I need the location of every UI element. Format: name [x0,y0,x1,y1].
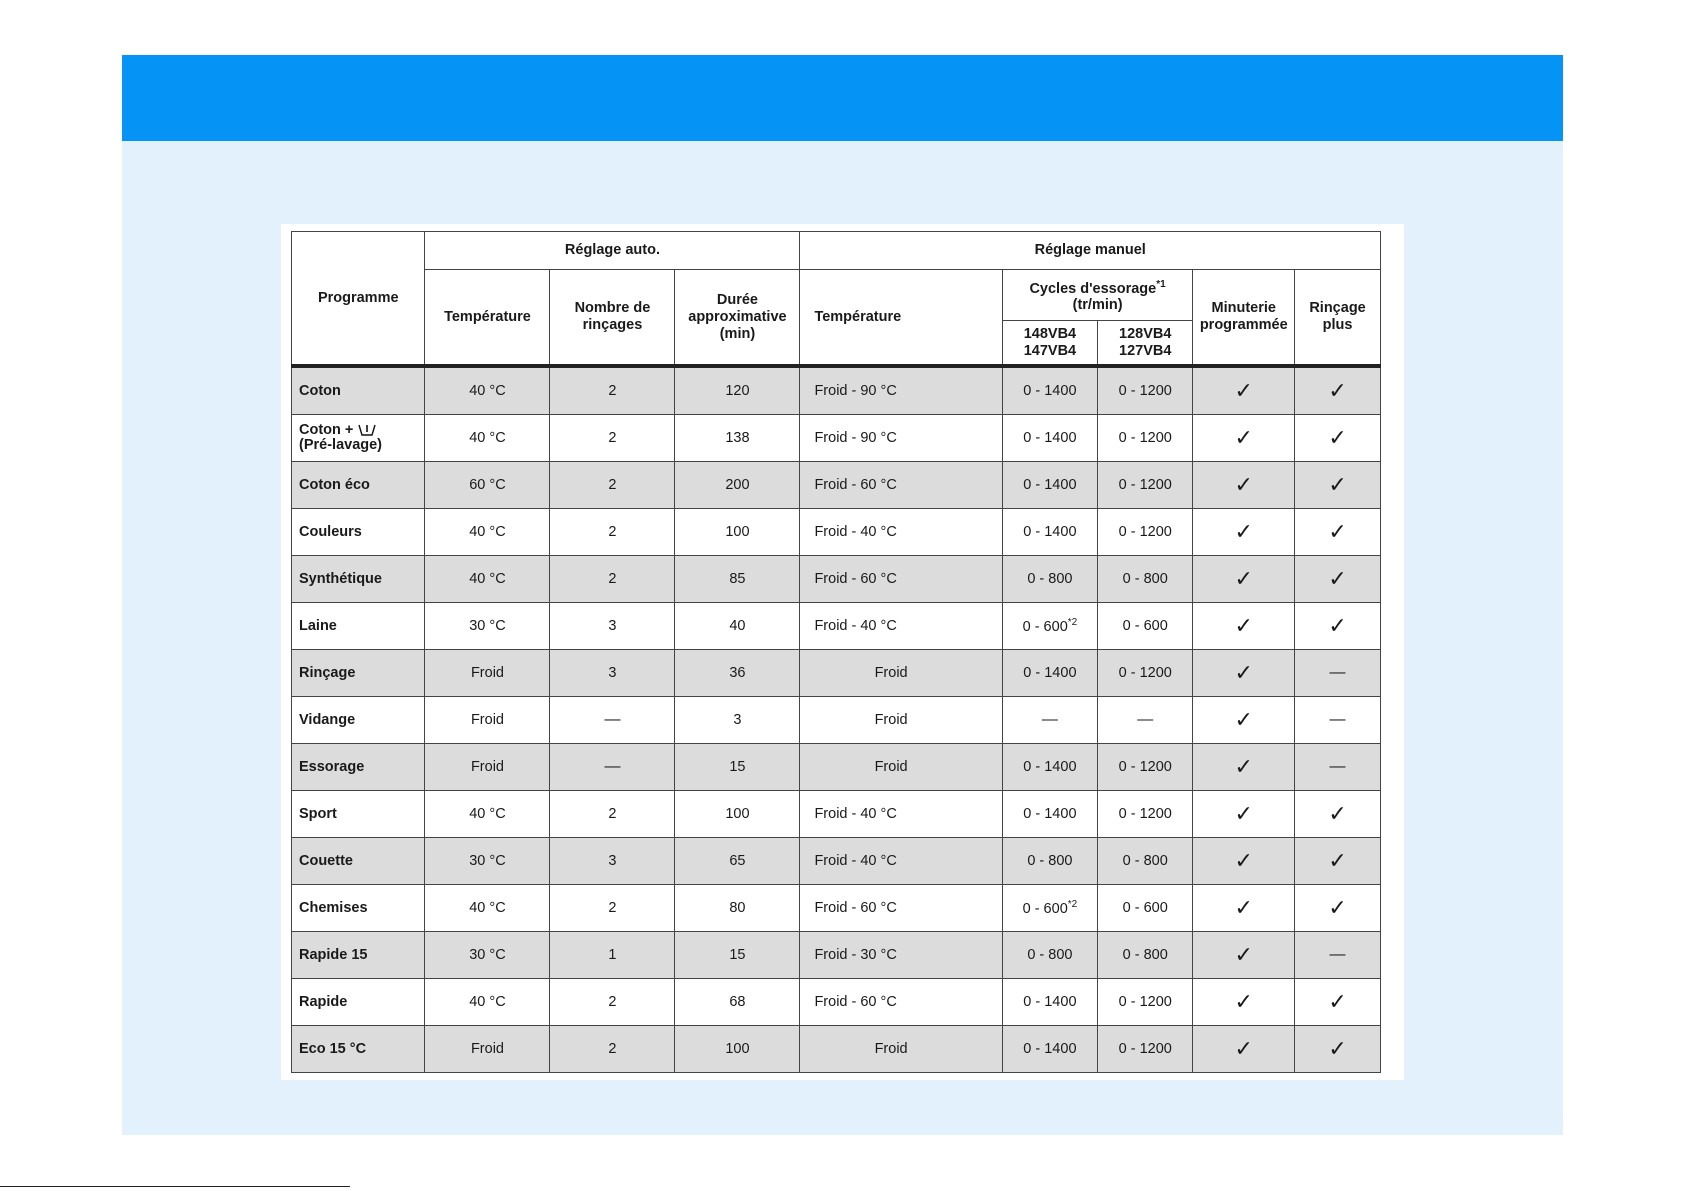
programme-name: Coton [299,382,341,399]
rinse-count-cell: 2 [550,885,675,932]
manual-temperature-cell: Froid - 30 °C [800,932,1002,979]
duration-cell: 3 [675,697,800,744]
spin-range-a-cell [1002,744,1097,791]
spin-range-b-cell: 0 - 600 [1098,603,1193,650]
spin-range-a-cell [1002,885,1097,932]
duration-cell: 80 [675,885,800,932]
check-icon: ✓ [1193,415,1295,462]
check-icon: ✓ [1193,366,1295,415]
spin-range-a-value: 0 - 1400 [1023,524,1077,540]
header-auto-group: Réglage auto. [425,232,800,270]
programme-cell [292,650,425,697]
check-icon: ✓ [1193,838,1295,885]
check-icon: ✓ [1295,462,1381,509]
programme-cell [292,603,425,650]
check-icon: ✓ [1295,509,1381,556]
rinse-count-cell: 2 [550,462,675,509]
check-icon: ✓ [1193,697,1295,744]
check-icon: ✓ [1295,603,1381,650]
check-icon: ✓ [1193,979,1295,1026]
spin-range-a-cell [1002,509,1097,556]
spin-range-a-value: 0 - 1400 [1023,477,1077,493]
rinse-count-cell: 3 [550,650,675,697]
manual-temperature-cell: Froid [800,650,1002,697]
manual-temperature-cell: Froid - 90 °C [800,366,1002,415]
spin-cycles-footnote: *1 [1156,278,1166,290]
spin-range-a-value: 0 - 1400 [1023,806,1077,822]
spin-range-a-value: 0 - 1400 [1023,1041,1077,1057]
check-icon: ✓ [1295,556,1381,603]
spin-footnote-marker: *2 [1067,899,1078,911]
spin-footnote-marker: *2 [1067,617,1078,629]
dash-cell: — [1295,744,1381,791]
header-model-b: 128VB4 127VB4 [1098,321,1193,367]
table-row [292,932,1381,979]
programme-name: Coton éco [299,476,370,493]
spin-range-a-cell [1002,838,1097,885]
duration-cell: 100 [675,1026,800,1073]
table-row [292,462,1381,509]
table-row [292,603,1381,650]
duration-cell: 138 [675,415,800,462]
spin-range-b-cell: 0 - 800 [1098,932,1193,979]
programme-table [291,231,1381,1073]
check-icon: ✓ [1295,366,1381,415]
auto-temperature-cell: Froid [425,650,550,697]
duration-cell: 200 [675,462,800,509]
duration-cell: 120 [675,366,800,415]
spin-range-b-cell: — [1098,697,1193,744]
check-icon: ✓ [1193,1026,1295,1073]
auto-temperature-cell: 30 °C [425,603,550,650]
table-row [292,979,1381,1026]
spin-range-a-cell [1002,791,1097,838]
header-manual-group: Réglage manuel [800,232,1381,270]
programme-name: Sport [299,805,337,822]
slide [122,55,1563,1135]
check-icon: ✓ [1193,650,1295,697]
spin-range-b-cell: 0 - 1200 [1098,462,1193,509]
check-icon: ✓ [1193,603,1295,650]
programme-name: Rapide [299,993,348,1010]
table-row [292,556,1381,603]
table-row [292,885,1381,932]
programme-name: Eco 15 °C [299,1040,367,1057]
check-icon: ✓ [1295,979,1381,1026]
table-row [292,838,1381,885]
programme-name: Rinçage [299,664,356,681]
auto-temperature-cell: 40 °C [425,366,550,415]
programme-name: Rapide 15 [299,946,368,963]
manual-temperature-cell: Froid - 40 °C [800,603,1002,650]
manual-temperature-cell: Froid - 40 °C [800,838,1002,885]
table-row [292,744,1381,791]
manual-temperature-cell: Froid [800,1026,1002,1073]
rinse-count-cell: 2 [550,791,675,838]
rinse-count-cell: 2 [550,509,675,556]
rinse-count-cell: — [550,697,675,744]
spin-range-a-value: 0 - 1400 [1023,383,1077,399]
check-icon: ✓ [1193,556,1295,603]
spin-range-b-cell: 0 - 800 [1098,838,1193,885]
programme-cell [292,932,425,979]
duration-cell: 68 [675,979,800,1026]
auto-temperature-cell: 40 °C [425,885,550,932]
auto-temperature-cell: Froid [425,744,550,791]
programme-cell [292,556,425,603]
manual-temperature-cell: Froid - 60 °C [800,462,1002,509]
spin-range-b-cell: 0 - 1200 [1098,979,1193,1026]
spin-range-a-value: 0 - 800 [1027,853,1073,869]
auto-temperature-cell: 30 °C [425,932,550,979]
programme-name: Couleurs [299,523,362,540]
manual-temperature-cell: Froid - 60 °C [800,556,1002,603]
check-icon: ✓ [1193,744,1295,791]
programme-cell [292,885,425,932]
table-row [292,509,1381,556]
manual-temperature-cell: Froid [800,744,1002,791]
header-programme: Programme [292,232,425,367]
programme-cell [292,1026,425,1073]
spin-range-a-cell [1002,697,1097,744]
check-icon: ✓ [1193,509,1295,556]
spin-cycles-label: Cycles d'essorage [1029,280,1157,297]
manual-temperature-cell: Froid - 60 °C [800,885,1002,932]
table-row [292,650,1381,697]
auto-temperature-cell: 40 °C [425,791,550,838]
rinse-count-cell: 3 [550,603,675,650]
programme-cell [292,838,425,885]
duration-cell: 65 [675,838,800,885]
spin-range-b-cell: 0 - 1200 [1098,366,1193,415]
spin-range-a-cell [1002,366,1097,415]
programme-name: Chemises [299,899,368,916]
spin-range-a-cell [1002,1026,1097,1073]
programme-name: Couette [299,852,353,869]
duration-cell: 85 [675,556,800,603]
programme-cell [292,979,425,1026]
auto-temperature-cell: 40 °C [425,556,550,603]
header-model-a: 148VB4 147VB4 [1002,321,1097,367]
programme-name: Vidange [299,711,356,728]
auto-temperature-cell: 60 °C [425,462,550,509]
spin-range-b-cell: 0 - 1200 [1098,1026,1193,1073]
spin-range-a-cell [1002,650,1097,697]
check-icon: ✓ [1295,415,1381,462]
table-row [292,366,1381,415]
programme-name-line2: (Pré-lavage) [299,437,383,453]
duration-cell: 36 [675,650,800,697]
duration-cell: 15 [675,744,800,791]
spin-range-a-cell [1002,415,1097,462]
check-icon: ✓ [1295,838,1381,885]
check-icon: ✓ [1193,885,1295,932]
check-icon: ✓ [1295,1026,1381,1073]
table-row [292,697,1381,744]
spin-range-b-cell: 0 - 1200 [1098,509,1193,556]
prewash-tub-icon [357,424,377,436]
spin-range-b-cell: 0 - 800 [1098,556,1193,603]
rinse-count-cell: 2 [550,415,675,462]
spin-range-a-cell [1002,979,1097,1026]
dash-cell: — [1295,650,1381,697]
table-row [292,791,1381,838]
check-icon: ✓ [1193,791,1295,838]
spin-unit-label: (tr/min) [1072,297,1123,314]
header-timer: Minuterie programmée [1193,270,1295,367]
rinse-count-cell: — [550,744,675,791]
table-panel [281,224,1404,1080]
spin-range-a-cell [1002,556,1097,603]
duration-cell: 100 [675,509,800,556]
header-banner [122,55,1563,141]
programme-cell [292,366,425,415]
programme-cell [292,462,425,509]
spin-range-a-value: 0 - 1400 [1023,759,1077,775]
spin-range-a-value: 0 - 600 [1022,618,1068,635]
spin-range-b-cell: 0 - 600 [1098,885,1193,932]
spin-range-a-cell [1002,932,1097,979]
programme-cell [292,791,425,838]
header-manual-temperature: Température [800,270,1002,367]
rinse-count-cell: 2 [550,979,675,1026]
spin-range-a-value: — [1041,711,1058,728]
spin-range-b-cell: 0 - 1200 [1098,415,1193,462]
duration-cell: 100 [675,791,800,838]
header-spin-cycles [1002,270,1193,321]
header-duration: Durée approximative (min) [675,270,800,367]
footer-rule [0,1186,350,1187]
rinse-count-cell: 2 [550,1026,675,1073]
programme-name: Synthétique [299,570,382,587]
rinse-count-cell: 2 [550,366,675,415]
auto-temperature-cell: 30 °C [425,838,550,885]
header-auto-temperature: Température [425,270,550,367]
table-body [292,366,1381,1073]
auto-temperature-cell: 40 °C [425,979,550,1026]
manual-temperature-cell: Froid - 90 °C [800,415,1002,462]
manual-temperature-cell: Froid - 40 °C [800,509,1002,556]
duration-cell: 15 [675,932,800,979]
manual-temperature-cell: Froid - 40 °C [800,791,1002,838]
check-icon: ✓ [1193,932,1295,979]
spin-range-a-value: 0 - 800 [1027,947,1073,963]
spin-range-a-value: 0 - 600 [1022,900,1068,917]
header-rinse-count: Nombre de rinçages [550,270,675,367]
table-row [292,1026,1381,1073]
spin-range-b-cell: 0 - 1200 [1098,791,1193,838]
auto-temperature-cell: 40 °C [425,509,550,556]
check-icon: ✓ [1295,885,1381,932]
dash-cell: — [1295,932,1381,979]
spin-range-a-value: 0 - 1400 [1023,994,1077,1010]
programme-cell [292,744,425,791]
auto-temperature-cell: Froid [425,1026,550,1073]
spin-range-a-cell [1002,603,1097,650]
spin-range-a-value: 0 - 1400 [1023,430,1077,446]
spin-range-a-cell [1002,462,1097,509]
programme-cell [292,509,425,556]
programme-name: Coton + [299,422,354,438]
check-icon: ✓ [1295,791,1381,838]
spin-range-a-value: 0 - 1400 [1023,665,1077,681]
header-rinse-plus: Rinçage plus [1295,270,1381,367]
spin-range-a-value: 0 - 800 [1027,571,1073,587]
manual-temperature-cell: Froid [800,697,1002,744]
dash-cell: — [1295,697,1381,744]
programme-cell [292,697,425,744]
auto-temperature-cell: Froid [425,697,550,744]
programme-name: Essorage [299,758,365,775]
duration-cell: 40 [675,603,800,650]
rinse-count-cell: 1 [550,932,675,979]
programme-name: Laine [299,617,337,634]
spin-range-b-cell: 0 - 1200 [1098,744,1193,791]
table-row [292,415,1381,462]
rinse-count-cell: 2 [550,556,675,603]
check-icon: ✓ [1193,462,1295,509]
spin-range-b-cell: 0 - 1200 [1098,650,1193,697]
programme-cell [292,415,425,462]
rinse-count-cell: 3 [550,838,675,885]
auto-temperature-cell: 40 °C [425,415,550,462]
manual-temperature-cell: Froid - 60 °C [800,979,1002,1026]
